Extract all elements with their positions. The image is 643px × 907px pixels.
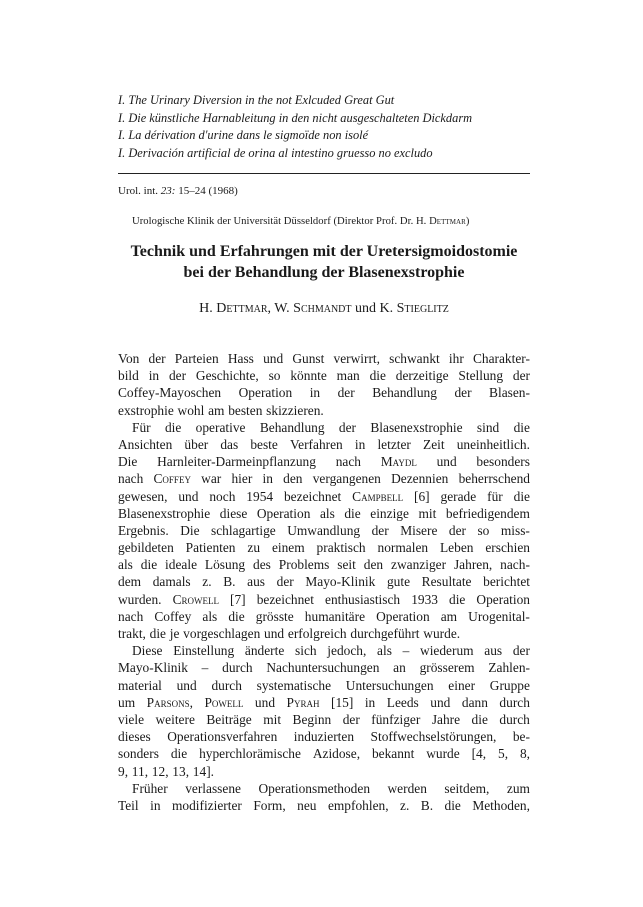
body-word: Blasenexstrophie (118, 505, 211, 521)
body-word: Früher (132, 780, 168, 796)
body-line (118, 659, 530, 676)
body-word: modifizierter (171, 797, 242, 813)
body-word: Coffey-Mayoschen (118, 385, 222, 401)
body-word: wurde (426, 746, 460, 762)
body-word: – (201, 660, 209, 676)
body-word: in (354, 436, 366, 452)
body-word: Form, (253, 797, 286, 813)
body-word: sind (476, 419, 500, 435)
body-word: war (201, 471, 222, 487)
body-word: der (276, 574, 294, 590)
body-word: B. (420, 797, 434, 813)
body-line (118, 384, 530, 401)
body-word: Operationsverfahren (167, 729, 278, 745)
body-word: den (283, 471, 303, 487)
body-word: der (512, 643, 530, 659)
body-word: die (140, 557, 158, 573)
body-word: Die (118, 454, 138, 470)
body-line (118, 608, 530, 625)
body-word: Geschichte, (195, 368, 259, 384)
author-separator: und (351, 301, 380, 316)
body-word: sich (295, 643, 317, 659)
body-line (118, 780, 530, 797)
cited-author-name: Pyrah (286, 694, 320, 710)
body-word: die (344, 505, 361, 521)
body-word: Operation (476, 591, 530, 607)
body-word: nach (118, 471, 144, 487)
body-line (118, 591, 530, 608)
body-word: z. (400, 797, 410, 813)
body-word: aus (247, 574, 265, 590)
body-word: exstrophie (118, 402, 174, 418)
body-word: besten (228, 402, 263, 418)
body-line (118, 677, 530, 694)
journal-citation (118, 184, 238, 198)
body-line (118, 367, 530, 384)
body-word: und (264, 626, 285, 641)
body-word: in (364, 694, 376, 710)
body-word: Gunst (292, 351, 325, 366)
body-word: beherrschend (458, 471, 530, 487)
body-word: Stellung (458, 368, 504, 384)
body-line (118, 436, 530, 453)
body-word: änderte (244, 643, 285, 659)
body-word (173, 591, 219, 608)
body-word: an (393, 660, 406, 676)
body-word: noch (209, 488, 236, 504)
body-word: 8, (519, 746, 530, 762)
body-word: erschien (485, 540, 530, 556)
body-word: Mayo-Klinik (118, 660, 188, 676)
body-word: die (369, 368, 386, 384)
body-word: der (448, 522, 466, 538)
body-word: letzter (377, 436, 411, 452)
cited-author-name: Parsons, (146, 694, 193, 710)
cited-author-name: Maydl (380, 454, 417, 470)
body-word: [6] (413, 488, 430, 504)
body-word: so (477, 522, 490, 538)
body-word: fünfziger (371, 711, 421, 727)
body-word: und (254, 694, 276, 710)
body-word: als (377, 643, 392, 659)
title-german: I. Die künstliche Harnableitung in den nicht ausgeschalteten Dickdarm (118, 110, 473, 125)
author-surname: Stieglitz (396, 301, 449, 316)
body-word: [4, (471, 746, 487, 762)
body-word: die (449, 591, 466, 607)
body-word: normalen (377, 540, 429, 556)
body-word: der (371, 522, 389, 538)
body-word: Leben (440, 540, 474, 556)
body-word: der (338, 419, 356, 435)
body-word: werden (387, 780, 427, 796)
body-word: Beiträge (206, 711, 252, 727)
body-word: grösste (255, 608, 294, 624)
body-word: 13, (172, 763, 190, 779)
body-word: befriedigendem (445, 505, 530, 521)
body-word: wiederum (420, 643, 474, 659)
body-word: beste (250, 436, 278, 452)
body-word: bezeichnet (256, 591, 314, 607)
body-word: Patienten (185, 540, 236, 556)
body-word: und (176, 677, 197, 693)
body-word: Misere (400, 522, 438, 538)
body-word: z. (202, 574, 212, 590)
body-word: Behandlung (372, 385, 437, 401)
body-word: skizzieren. (266, 402, 324, 418)
body-word: material (118, 677, 162, 693)
body-word: berichtet (483, 574, 530, 590)
body-word: Dezennien (391, 471, 449, 487)
body-line (118, 625, 530, 642)
citation-journal: Urol. int. (118, 185, 159, 197)
body-word: die (164, 419, 182, 435)
body-word: praktisch (316, 540, 366, 556)
body-word: Operationsmethoden (258, 780, 371, 796)
body-word: der (512, 368, 530, 384)
body-word: der (454, 385, 472, 401)
body-word: durch (499, 694, 530, 710)
body-word: Zahlen- (488, 660, 530, 676)
body-word: nach (335, 454, 361, 470)
body-word: Jahre (431, 711, 461, 727)
body-word: Ansichten (118, 436, 173, 452)
body-word: Harnleiter-Darmeinpflanzung (157, 454, 316, 470)
body-word: humanitäre (304, 608, 366, 624)
body-word: Resultate (421, 574, 472, 590)
body-word: gerade (440, 488, 477, 504)
body-line (118, 556, 530, 573)
body-word: nach- (500, 557, 530, 573)
body-word: zwanziger (391, 557, 447, 573)
body-line (118, 797, 530, 814)
body-word: Urogenital- (468, 608, 530, 624)
body-word: operative (195, 419, 246, 435)
body-word: Diese (132, 643, 163, 659)
body-word: verlassene (185, 780, 241, 796)
cited-author-name: Coffey (153, 471, 191, 487)
body-word: Lösung (204, 557, 246, 573)
body-word: seit (337, 557, 356, 573)
body-word: könnte (290, 368, 327, 384)
author-initial: W. (274, 301, 290, 316)
body-word: hyperchlorämische (199, 746, 301, 762)
body-word: Coffey (154, 608, 192, 624)
body-word: und (263, 351, 284, 366)
body-word: Ergebnis. (118, 522, 169, 538)
body-word: nach (118, 608, 144, 624)
body-line (118, 350, 530, 367)
body-word: 11, (131, 763, 149, 779)
body-word: mit (418, 505, 437, 521)
body-word: erfolgreich (287, 626, 347, 641)
body-word: derzeitige (395, 368, 449, 384)
body-word: die (149, 626, 166, 641)
body-word: aus (484, 643, 503, 659)
body-word: vergangenen (312, 471, 381, 487)
body-word: grösserem (419, 660, 475, 676)
body-word: damals (152, 574, 191, 590)
author-list (118, 300, 530, 318)
body-line (118, 728, 530, 745)
body-word: je (169, 626, 180, 641)
body-word: dieses (118, 729, 151, 745)
body-word: die (228, 608, 245, 624)
body-word (154, 470, 191, 487)
body-word: um (118, 694, 136, 710)
body-word: in (309, 385, 321, 401)
body-word: einem (271, 540, 305, 556)
body-word: mit (263, 711, 282, 727)
body-word: uneinheitlich. (456, 436, 530, 452)
article-title (118, 242, 530, 283)
author-separator: , (267, 301, 275, 316)
body-word: in (150, 797, 161, 813)
body-word (147, 694, 193, 711)
body-word: einzige (370, 505, 409, 521)
body-word: enthusiastisch (325, 591, 401, 607)
body-word: die (513, 488, 530, 504)
body-word: gute (386, 574, 411, 590)
body-word: durch (222, 660, 253, 676)
body-word: 1933 (411, 591, 438, 607)
body-word: neu (297, 797, 317, 813)
body-word (287, 694, 320, 711)
body-line (118, 745, 530, 762)
body-word: systematische (256, 677, 332, 693)
author-initial: H. (199, 301, 213, 316)
body-word: viele (118, 711, 145, 727)
body-word: die (170, 746, 188, 762)
body-word: 12, (151, 763, 169, 779)
body-line (118, 453, 530, 470)
author-initial: K. (379, 301, 394, 316)
body-word: sonders (118, 746, 159, 762)
cited-author-name: Campbell (352, 488, 404, 504)
author-surname: Schmandt (293, 301, 352, 316)
body-line (118, 539, 530, 556)
body-word: den (363, 557, 384, 573)
body-word: für (487, 488, 503, 504)
body-word: Azidose, (312, 746, 361, 762)
body-word: der (337, 385, 355, 401)
body-word: schwankt (389, 351, 440, 366)
body-word: 14]. (192, 763, 214, 779)
body-word: einer (448, 677, 476, 693)
body-word: über (184, 436, 209, 452)
body-word: Nachuntersuchungen (266, 660, 380, 676)
body-word (381, 453, 417, 470)
body-word: Parteien (174, 351, 219, 366)
body-word: die (513, 419, 530, 435)
body-word: Die (180, 522, 200, 538)
body-word: am (440, 608, 458, 624)
affiliation-director: Dettmar (429, 216, 466, 227)
body-line (118, 711, 530, 728)
body-line (118, 505, 530, 522)
body-word: als (118, 557, 133, 573)
body-word: durch (211, 677, 242, 693)
body-line (118, 573, 530, 590)
citation-pages: 15–24 (1968) (178, 185, 238, 197)
body-word: 5, (498, 746, 509, 762)
body-word: Umwandlung (287, 522, 361, 538)
body-word: Zeit (423, 436, 445, 452)
body-word: Jahren, (453, 557, 493, 573)
body-word: der (168, 368, 187, 384)
body-word: Problems (278, 557, 330, 573)
title-spanish: I. Derivación artificial de orina al intestino gruesso no excludo (118, 145, 433, 160)
body-word: trakt, (118, 626, 146, 641)
body-line (118, 488, 530, 505)
body-word: – (402, 643, 410, 659)
body-word: Für (132, 419, 151, 435)
body-word: be- (512, 729, 530, 745)
body-word: Behandlung (259, 419, 325, 435)
body-word: des (253, 557, 271, 573)
body-word: weitere (155, 711, 195, 727)
body-word: bild (118, 368, 139, 384)
body-word: am (208, 402, 225, 418)
author-surname: Dettmar (216, 301, 268, 316)
body-word (352, 488, 403, 505)
body-line (118, 694, 530, 711)
body-word: jedoch, (327, 643, 367, 659)
body-word: ihr (448, 351, 464, 366)
body-line (118, 522, 530, 539)
body-word: die (444, 797, 461, 813)
body-word: Hass (227, 351, 254, 366)
body-line (118, 642, 530, 659)
affiliation (132, 215, 469, 229)
body-word: induzierten (293, 729, 355, 745)
body-word: gewesen, (118, 488, 168, 504)
body-word: Operation (376, 608, 430, 624)
body-word: wurde. (423, 626, 461, 641)
cited-author-name: Crowell (172, 591, 219, 607)
body-word: und (430, 694, 451, 710)
body-word: schlagartige (211, 522, 276, 538)
citation-volume: 23: (160, 185, 176, 197)
body-word (204, 694, 243, 711)
body-line (118, 763, 530, 780)
body-word: ideale (165, 557, 198, 573)
body-word: 1954 (246, 488, 274, 504)
body-word: das (220, 436, 239, 452)
body-word: Blasenexstrophie (370, 419, 463, 435)
body-word: verwirrt, (333, 351, 380, 366)
body-word: Leeds (386, 694, 419, 710)
body-word: wurden. (118, 591, 162, 607)
body-word: besonders (476, 454, 530, 470)
body-word: Blasen- (489, 385, 530, 401)
body-word: diese (219, 505, 248, 521)
body-word: der (148, 351, 166, 366)
body-line (118, 470, 530, 487)
body-word: miss- (500, 522, 530, 538)
body-text (118, 350, 530, 814)
body-word: in (262, 471, 273, 487)
body-word: vorgeschlagen (183, 626, 261, 641)
body-word: in (148, 368, 160, 384)
body-word: hier (231, 471, 253, 487)
article-title-line: Technik und Erfahrungen mit der Uretersigmoidostomie (130, 243, 518, 260)
body-word: Einstellung (173, 643, 235, 659)
body-word: zum (506, 780, 530, 796)
body-word: bekannt (371, 746, 415, 762)
body-word: Beginn (292, 711, 332, 727)
body-word: Gruppe (489, 677, 530, 693)
affiliation-prefix: Urologische Klinik der Universität Düsseldorf (Direktor Prof. Dr. H. (132, 216, 430, 227)
body-word: so (268, 368, 281, 384)
body-word: seitdem, (444, 780, 490, 796)
body-word: die (471, 711, 488, 727)
body-word: B. (223, 574, 236, 590)
body-word: Stoffwechselstörungen, (370, 729, 497, 745)
body-word: wohl (177, 402, 205, 418)
body-word: Operation (256, 505, 311, 521)
body-word: durchgeführt (350, 626, 420, 641)
body-word: und (436, 454, 457, 470)
body-word: dem (118, 574, 142, 590)
title-english: I. The Urinary Diversion in the not Exlcuded Great Gut (118, 93, 395, 107)
body-word: man (336, 368, 360, 384)
body-word: gebildeten (118, 540, 174, 556)
cited-author-name: Powell (204, 694, 244, 710)
body-word: Verfahren (289, 436, 343, 452)
body-word: dann (461, 694, 488, 710)
body-word: zu (247, 540, 261, 556)
body-line (118, 419, 530, 436)
body-word: [7] (230, 591, 246, 607)
body-word: Von (118, 351, 140, 366)
body-word: [15] (331, 694, 354, 710)
body-word: Untersuchungen (345, 677, 434, 693)
body-word: 9, (118, 763, 129, 779)
body-word: und (178, 488, 199, 504)
body-word: als (202, 608, 218, 624)
affiliation-suffix: ) (465, 216, 470, 227)
title-french: I. La dérivation d'urine dans le sigmoïde non isolé (118, 128, 369, 142)
body-word: Teil (118, 797, 139, 813)
body-word: Mayo-Klinik (305, 574, 376, 590)
article-title-line: bei der Behandlung der Blasenexstrophie (183, 263, 465, 281)
body-word: Charakter- (472, 351, 530, 366)
body-word: der (342, 711, 360, 727)
body-line (118, 402, 530, 419)
body-word: Methoden, (472, 797, 530, 813)
body-word: bezeichnet (283, 488, 342, 504)
header-rule (118, 173, 530, 174)
multilingual-titles (118, 92, 530, 162)
body-word: Operation (238, 385, 293, 401)
body-word: durch (499, 711, 530, 727)
body-word: empfohlen, (327, 797, 389, 813)
body-word: als (319, 505, 335, 521)
